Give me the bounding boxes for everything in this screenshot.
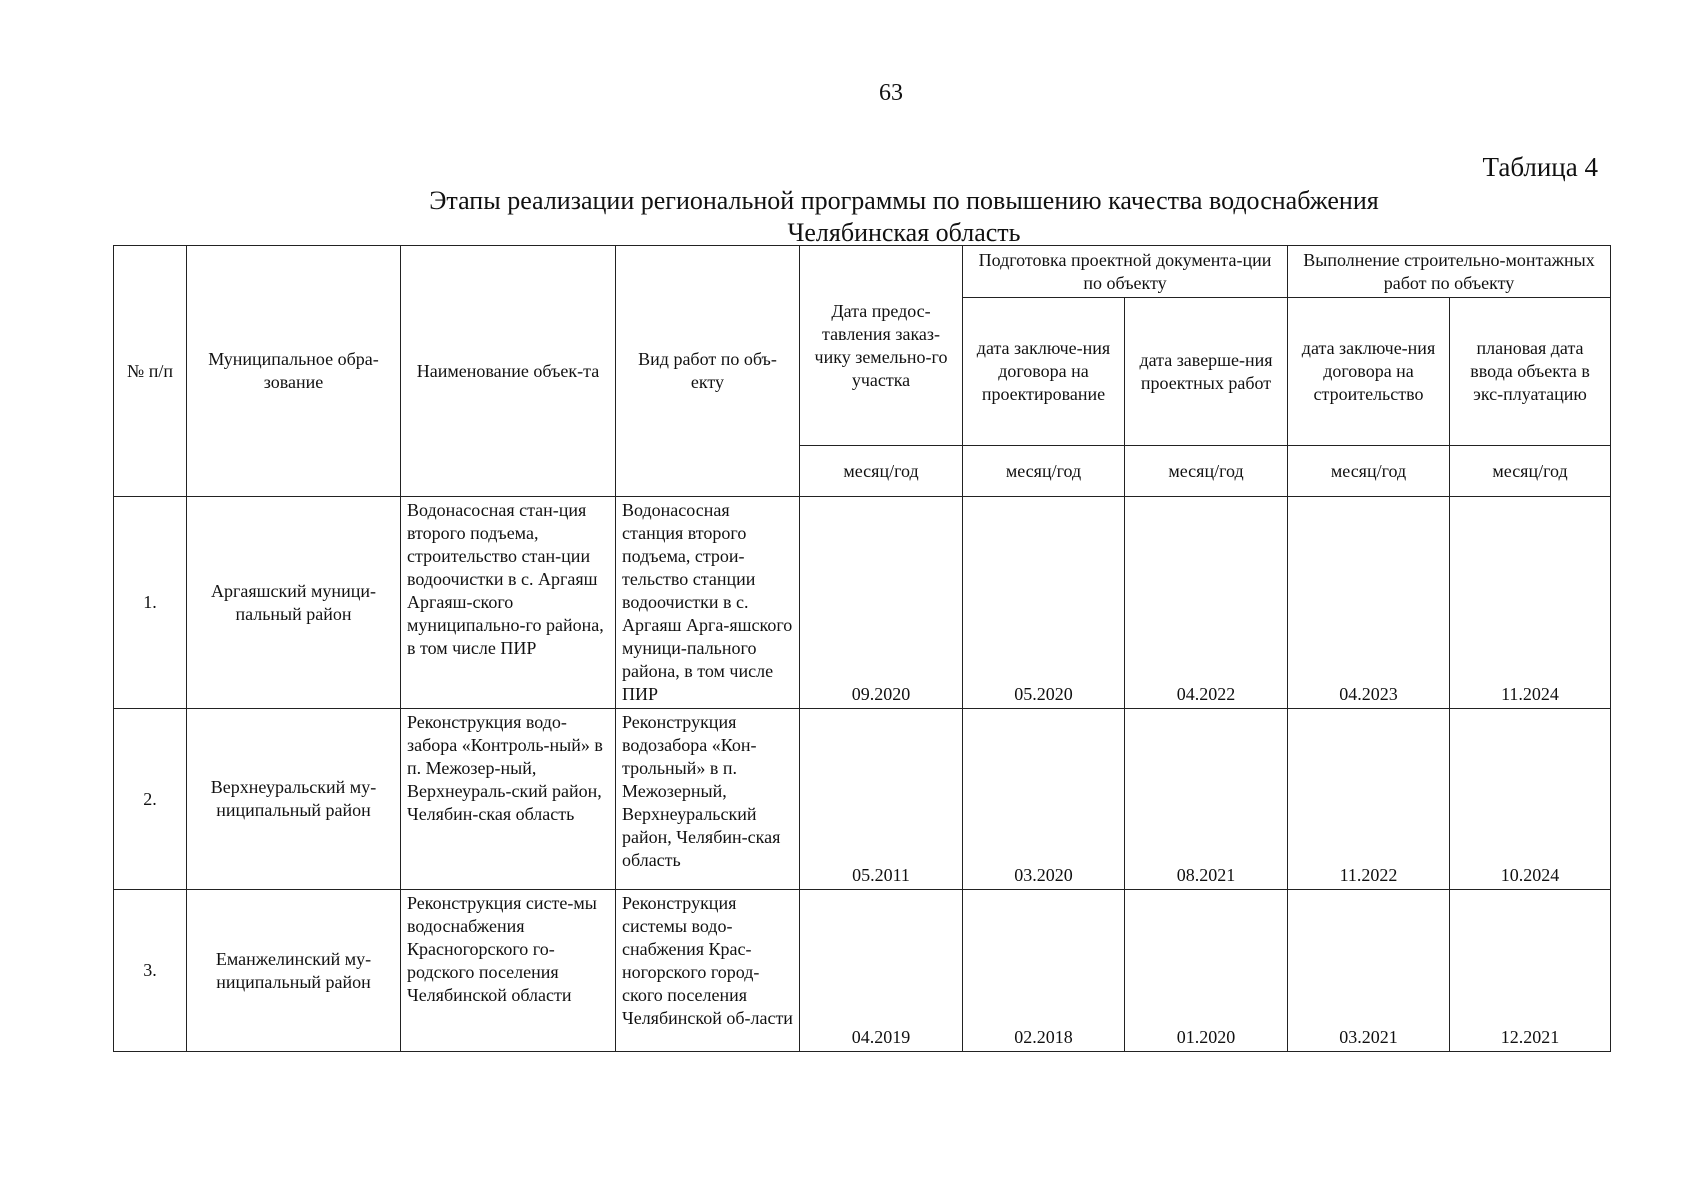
- row-num: 2.: [114, 709, 187, 890]
- unit-cell: месяц/год: [1450, 446, 1611, 497]
- row-land-date: 05.2011: [800, 709, 963, 890]
- row-design-contract: 05.2020: [963, 497, 1125, 709]
- row-commission-date: 11.2024: [1450, 497, 1611, 709]
- header-design-group: Подготовка проектной документа-ции по объекту: [963, 246, 1288, 298]
- row-municipality: Аргаяшский муници-пальный район: [187, 497, 401, 709]
- row-work-type: Водонасосная станция второго подъема, строи-тельство станции водоочистки в с. Аргаяш Арга-яшского муници-пального района, в том числе ПИР: [616, 497, 800, 709]
- unit-cell: месяц/год: [1125, 446, 1288, 497]
- table-row: [114, 890, 1611, 1052]
- row-municipality: Верхнеуральский му-ниципальный район: [187, 709, 401, 890]
- header-object-name: Наименование объек-та: [401, 246, 616, 497]
- row-construction-contract: 04.2023: [1288, 497, 1450, 709]
- row-work-type: Реконструкция водозабора «Кон-трольный» в п. Межозерный, Верхнеуральский район, Челябин-ская область: [616, 709, 800, 890]
- header-land-date: Дата предос-тавления заказ-чику земельно-го участка: [800, 246, 963, 446]
- row-commission-date: 10.2024: [1450, 709, 1611, 890]
- row-commission-date: 12.2021: [1450, 890, 1611, 1052]
- row-construction-contract: 03.2021: [1288, 890, 1450, 1052]
- header-work-type: Вид работ по объ-екту: [616, 246, 800, 497]
- document-title: [113, 185, 1695, 249]
- row-design-complete: 08.2021: [1125, 709, 1288, 890]
- row-municipality: Еманжелинский му-ниципальный район: [187, 890, 401, 1052]
- table-label: Таблица 4: [1482, 152, 1598, 182]
- header-construction-group: Выполнение строительно-монтажных работ по объекту: [1288, 246, 1611, 298]
- row-num: 1.: [114, 497, 187, 709]
- header-design-complete: дата заверше-ния проектных работ: [1125, 298, 1288, 446]
- header-num: № п/п: [114, 246, 187, 497]
- page-number: 63: [879, 80, 903, 106]
- header-commission-date: плановая дата ввода объекта в экс-плуатацию: [1450, 298, 1611, 446]
- unit-cell: месяц/год: [1288, 446, 1450, 497]
- table-row: [114, 709, 1611, 890]
- stages-table: [113, 245, 1611, 1052]
- header-row-1: [114, 246, 1611, 298]
- row-design-complete: 01.2020: [1125, 890, 1288, 1052]
- title-line-2: Челябинская область: [787, 218, 1021, 247]
- unit-cell: месяц/год: [800, 446, 963, 497]
- title-line-1: Этапы реализации региональной программы по повышению качества водоснабжения: [429, 186, 1379, 215]
- row-object-name: Реконструкция систе-мы водоснабжения Красногорского го-родского поселения Челябинской области: [401, 890, 616, 1052]
- table-row: [114, 497, 1611, 709]
- row-object-name: Водонасосная стан-ция второго подъема, строительство стан-ции водоочистки в с. Аргаяш Аргаяш-ского муниципально-го района, в том числе ПИР: [401, 497, 616, 709]
- row-num: 3.: [114, 890, 187, 1052]
- row-design-contract: 03.2020: [963, 709, 1125, 890]
- unit-cell: месяц/год: [963, 446, 1125, 497]
- row-construction-contract: 11.2022: [1288, 709, 1450, 890]
- row-design-contract: 02.2018: [963, 890, 1125, 1052]
- row-design-complete: 04.2022: [1125, 497, 1288, 709]
- row-land-date: 09.2020: [800, 497, 963, 709]
- header-construction-contract: дата заключе-ния договора на строительство: [1288, 298, 1450, 446]
- header-municipality: Муниципальное обра-зование: [187, 246, 401, 497]
- header-design-contract: дата заключе-ния договора на проектирование: [963, 298, 1125, 446]
- row-work-type: Реконструкция системы водо-снабжения Крас-ногорского город-ского поселения Челябинской об-ласти: [616, 890, 800, 1052]
- row-land-date: 04.2019: [800, 890, 963, 1052]
- row-object-name: Реконструкция водо-забора «Контроль-ный» в п. Межозер-ный, Верхнеураль-ский район, Челябин-ская область: [401, 709, 616, 890]
